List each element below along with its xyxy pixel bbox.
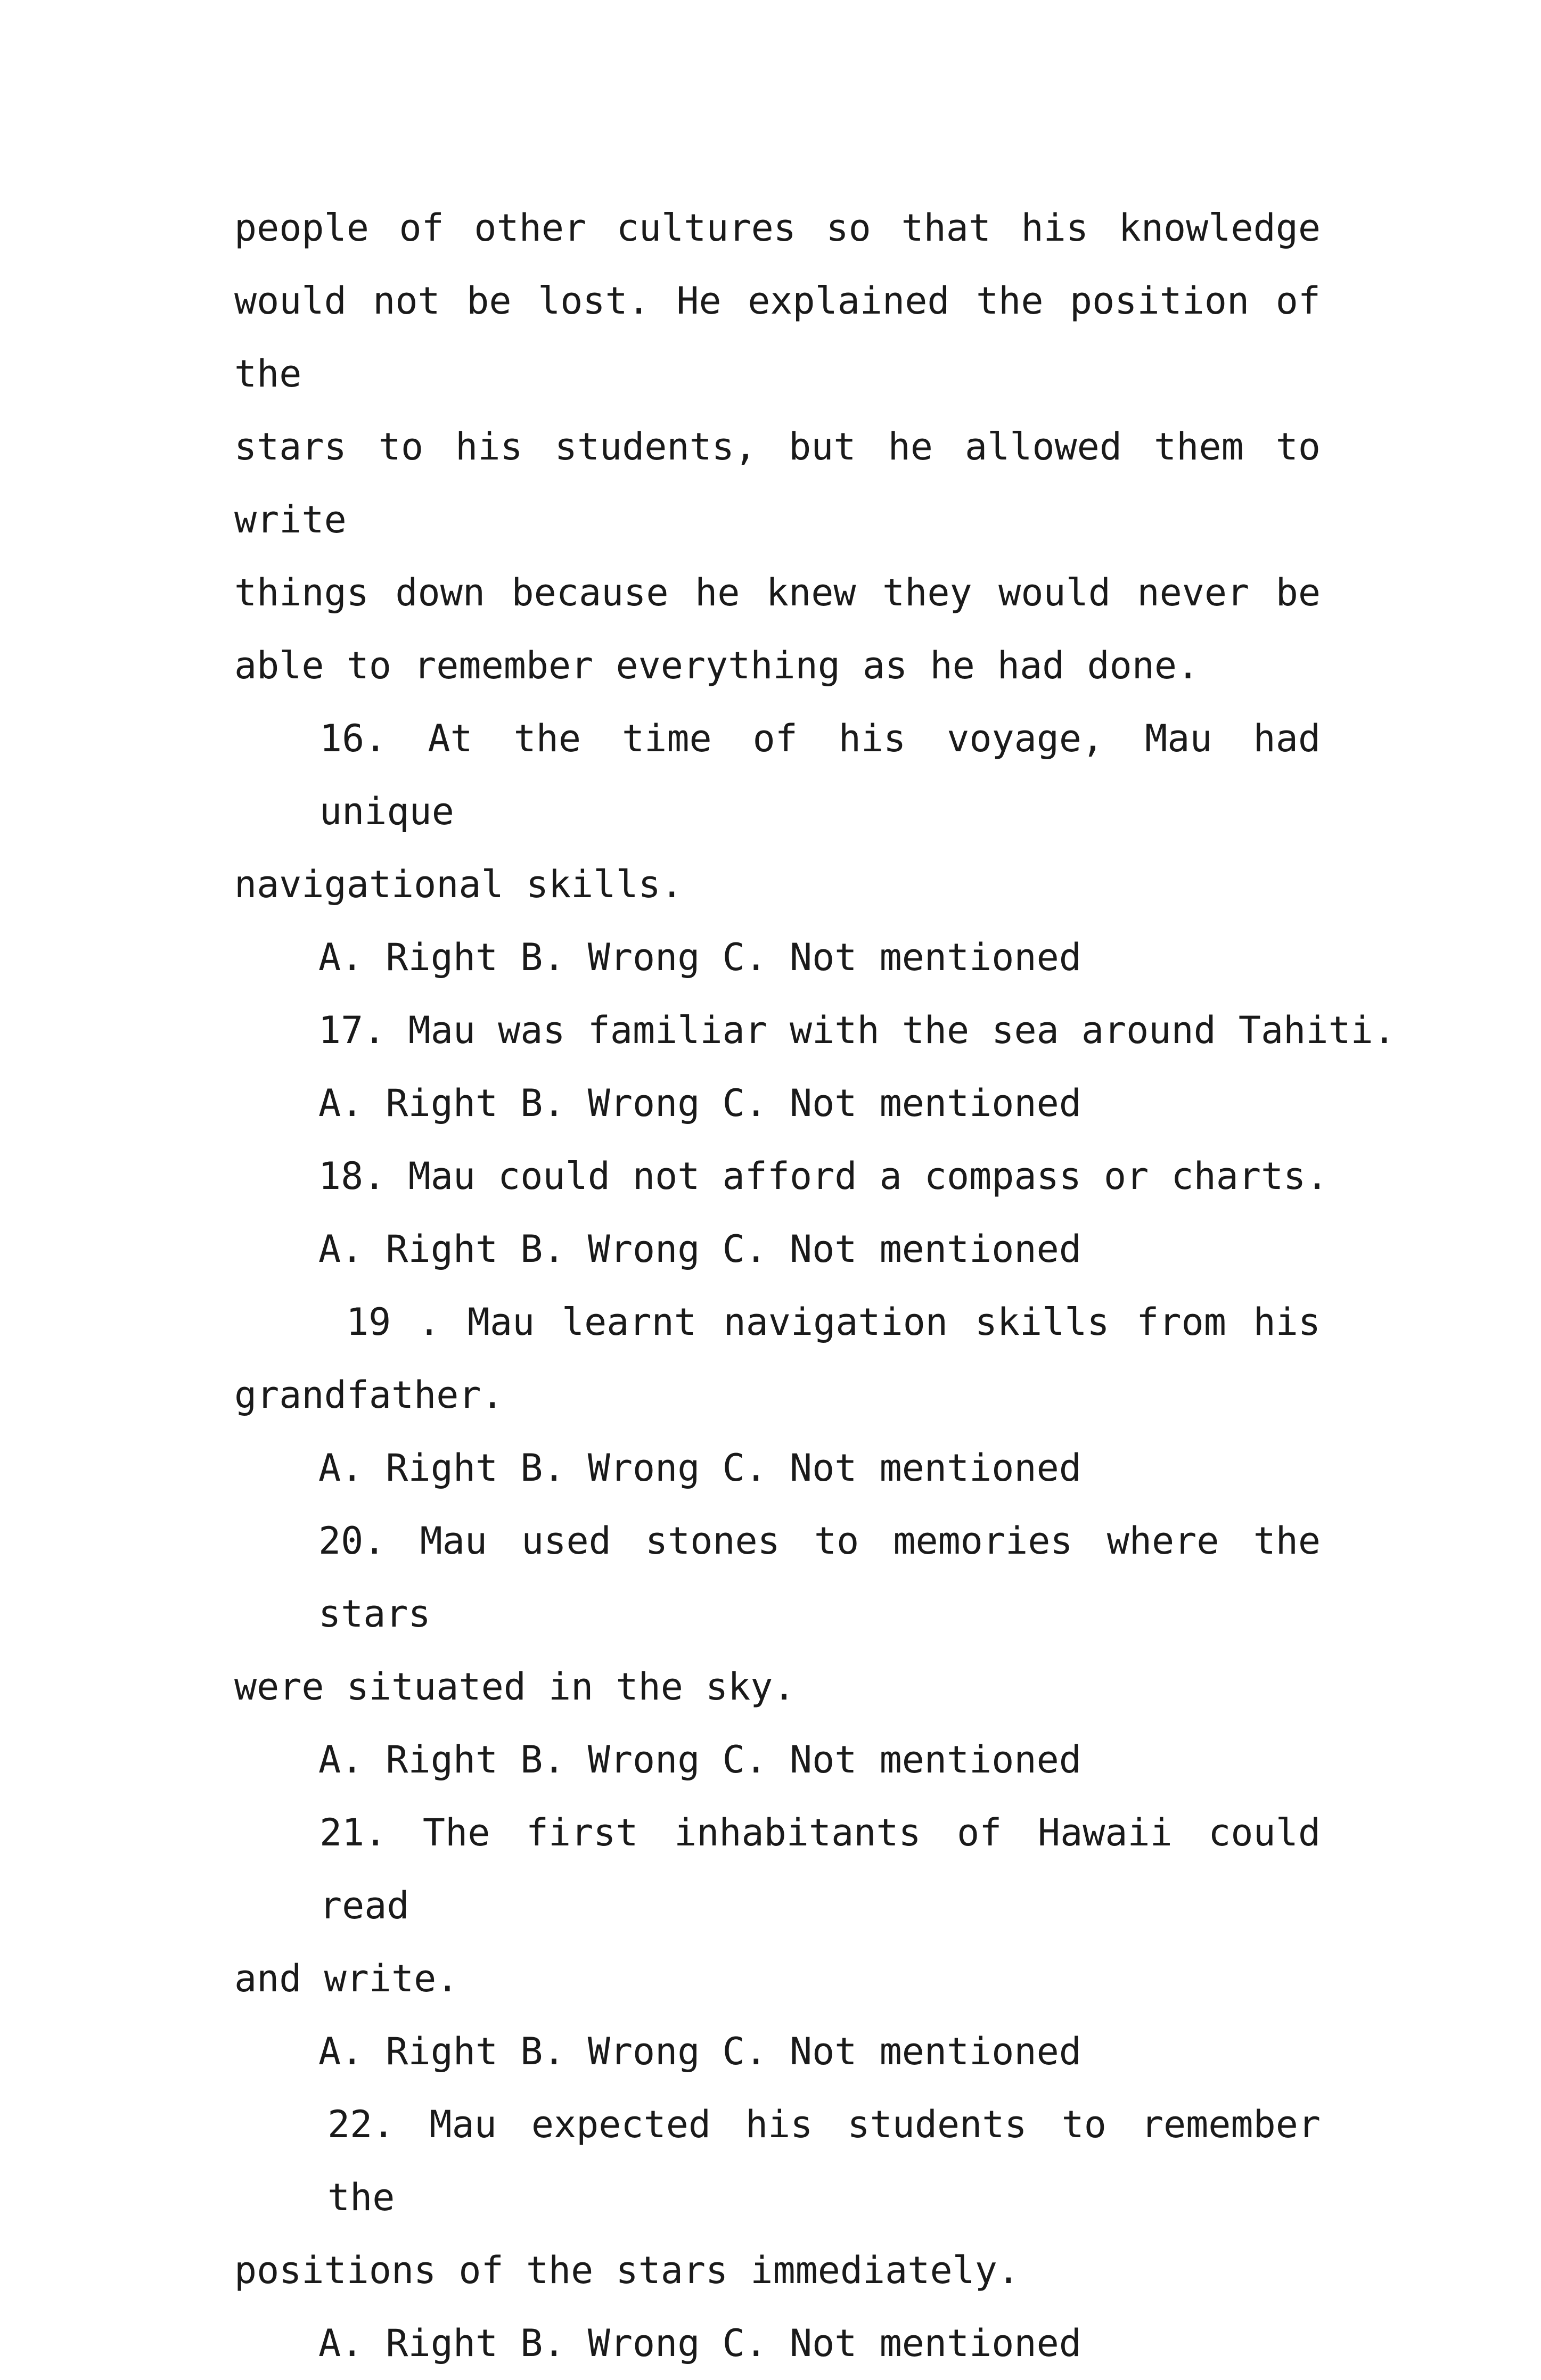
question-stem: 16. At the time of his voyage, Mau had unique: [319, 717, 1321, 833]
answer-options: A. Right B. Wrong C. Not mentioned: [318, 2321, 1081, 2365]
question-16: [234, 702, 1321, 994]
question-19: [234, 1286, 1321, 1505]
passage-line: things down because he knew they would never be: [234, 571, 1321, 614]
question-21: [234, 1796, 1321, 2088]
document-page: [234, 192, 1396, 2380]
question-18: [234, 1140, 1329, 1286]
passage-line: would not be lost. He explained the position of the: [234, 279, 1321, 396]
answer-options: A. Right B. Wrong C. Not mentioned: [318, 1227, 1081, 1271]
question-stem: 20. Mau used stones to memories where the stars: [318, 1519, 1321, 1636]
answer-options: A. Right B. Wrong C. Not mentioned: [318, 1738, 1081, 1782]
passage-line: people of other cultures so that his knowledge: [234, 206, 1321, 250]
question-stem: 17. Mau was familiar with the sea around Tahiti.: [318, 1008, 1396, 1052]
question-20: [234, 1505, 1321, 1796]
answer-options: A. Right B. Wrong C. Not mentioned: [318, 2030, 1081, 2073]
question-stem: 19 . Mau learnt navigation skills from his: [346, 1300, 1321, 1344]
answer-options: A. Right B. Wrong C. Not mentioned: [318, 1081, 1081, 1125]
question-stem-cont: grandfather.: [234, 1373, 504, 1417]
question-stem-cont: were situated in the sky.: [234, 1665, 796, 1709]
question-22: [234, 2088, 1321, 2380]
passage-line: able to remember everything as he had done.: [234, 644, 1200, 687]
answer-options: A. Right B. Wrong C. Not mentioned: [318, 935, 1081, 979]
question-stem: 22. Mau expected his students to remember the: [327, 2103, 1321, 2219]
answer-options: A. Right B. Wrong C. Not mentioned: [318, 1446, 1081, 1490]
passage-paragraph: [234, 192, 1321, 702]
question-stem-cont: navigational skills.: [234, 863, 683, 906]
question-stem-cont: positions of the stars immediately.: [234, 2248, 1020, 2292]
question-17: [234, 994, 1396, 1140]
question-stem: 21. The first inhabitants of Hawaii could read: [319, 1811, 1321, 1927]
question-stem-cont: and write.: [234, 1957, 459, 2000]
question-stem: 18. Mau could not afford a compass or charts.: [318, 1154, 1329, 1198]
passage-line: stars to his students, but he allowed them to write: [234, 425, 1321, 541]
